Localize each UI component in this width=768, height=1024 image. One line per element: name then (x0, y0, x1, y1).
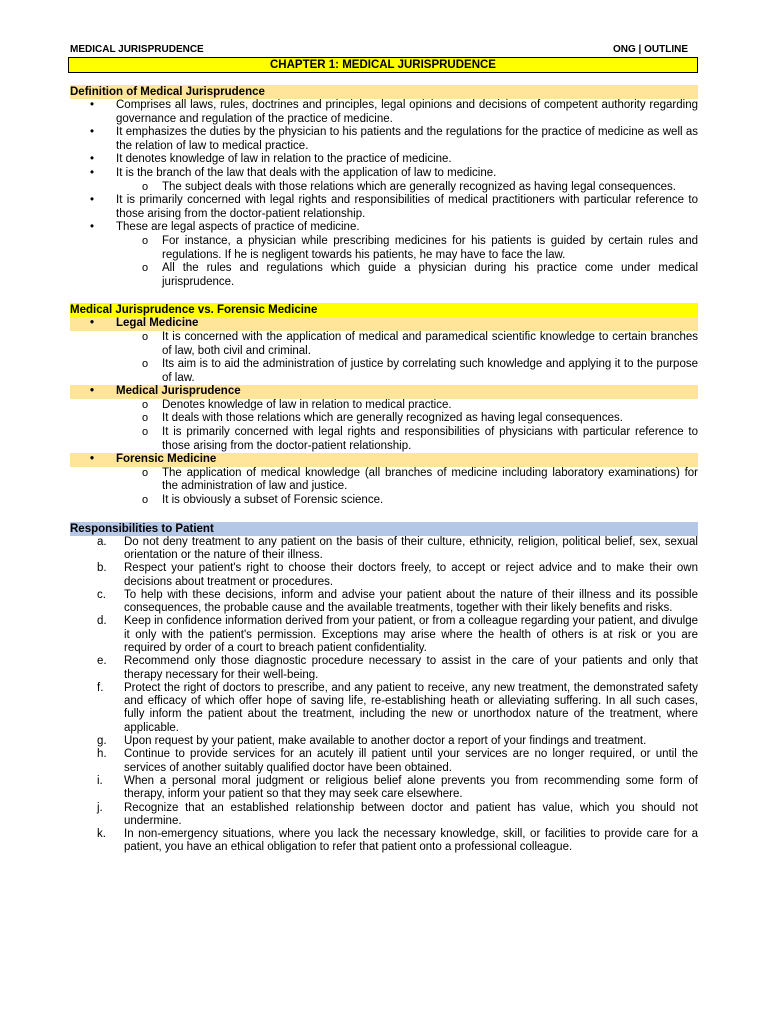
subheading-forensic-medicine: • Forensic Medicine (70, 453, 698, 467)
list-item: • It is the branch of the law that deals with the application of law to medicine. (90, 166, 497, 179)
list-item: k. In non-emergency situations, where you lack the necessary knowledge, skill, or facilities to provide care for a patient, you have an ethical obligation to refer that patient onto a professional colleague. (97, 828, 698, 854)
list-item: • It denotes knowledge of law in relation to the practice of medicine. (90, 153, 452, 166)
section-heading-responsibilities: Responsibilities to Patient (70, 522, 698, 536)
header-right: ONG | OUTLINE (612, 44, 688, 55)
sub-list-item: o For instance, a physician while prescribing medicines for his patients is guided by certain rules and regulations. If he is negligent towards his patients, he may have to face the law. (142, 234, 698, 261)
subheading-medical-jurisprudence: • Medical Jurisprudence (70, 385, 698, 399)
definition-list (70, 99, 698, 289)
list-item: j. Recognize that an established relationship between doctor and patient has value, which you should not undermine. (97, 801, 698, 827)
sub-list-item: o It is primarily concerned with legal rights and responsibilities of physicians with particular reference to those arising from the doctor-patient relationship. (142, 426, 698, 452)
subheading-legal-medicine: • Legal Medicine (70, 317, 698, 331)
list-item: c. To help with these decisions, inform and advise your patient about the nature of their illness and its possible consequences, the probable cause and the available treatments, together with their likely benefits and risks. (97, 588, 698, 615)
list-item: • These are legal aspects of practice of medicine. (90, 221, 360, 234)
sub-list-item: o Denotes knowledge of law in relation to medical practice. (142, 398, 452, 411)
header-left: MEDICAL JURISPRUDENCE (70, 44, 204, 55)
list-item: a. Do not deny treatment to any patient on the basis of their culture, ethnicity, religion, political belief, sex, sexual orientation or the nature of their illness. (97, 535, 698, 561)
sub-list-item: o Its aim is to aid the administration of justice by correlating such knowledge and applying it to the purpose of law. (142, 358, 698, 384)
document-body (70, 85, 698, 855)
section-heading-definition: Definition of Medical Jurisprudence (70, 85, 698, 99)
sub-list-item: o It is obviously a subset of Forensic science. (142, 494, 384, 507)
sub-list-item: o It is concerned with the application of medical and paramedical scientific knowledge to certain branches of law, both civil and criminal. (142, 330, 698, 357)
sub-list-item: o The subject deals with those relations which are generally recognized as having legal consequences. (142, 180, 676, 193)
list-item: d. Keep in confidence information derived from your patient, or from a colleague regarding your patient, and divulge it only with the patient's permission. Exceptions may arise where the health of others is at risk or you are required by order of a court to breach patient confidentiality. (97, 615, 698, 654)
list-item: • It emphasizes the duties by the physician to his patients and the regulations for the practice of medicine as well as the relation of law to medical practice. (90, 126, 698, 152)
responsibilities-list (70, 536, 698, 855)
list-item: g. Upon request by your patient, make available to another doctor a report of your findings and treatment. (97, 735, 647, 748)
list-item: e. Recommend only those diagnostic procedure necessary to assist in the care of your patients and only that therapy necessary for their well-being. (97, 655, 698, 681)
list-item: • It is primarily concerned with legal rights and responsibilities of medical practitioners with particular reference to those arising from the doctor-patient relationship. (90, 194, 698, 220)
chapter-title: CHAPTER 1: MEDICAL JURISPRUDENCE (68, 57, 698, 73)
list-item: h. Continue to provide services for an acutely ill patient until your services are no longer required, or until the services of another suitably qualified doctor have been obtained. (97, 748, 698, 774)
list-item: • Comprises all laws, rules, doctrines and principles, legal opinions and decisions of competent authority regarding governance and regulation of the practice of medicine. (90, 99, 698, 125)
sub-list-item: o It deals with those relations which are generally recognized as having legal consequences. (142, 412, 623, 425)
sub-list-item: o The application of medical knowledge (all branches of medicine including laboratory examinations) for the administration of law and justice. (142, 466, 698, 493)
section-heading-versus: Medical Jurisprudence vs. Forensic Medicine (70, 303, 698, 317)
list-item: b. Respect your patient's right to choose their doctors freely, to accept or reject advice and to make their own decisions about treatment or procedures. (97, 562, 698, 588)
list-item: f. Protect the right of doctors to prescribe, and any patient to receive, any new treatment, the demonstrated safety and efficacy of which offer hope of saving life, re-establishing heath or alleviating suffering. In all such cases, fully inform the patient about the treatment, including the new or unorthodox nature of the treatment, where applicable. (97, 681, 698, 734)
sub-list-item: o All the rules and regulations which guide a physician during his practice come under medical jurisprudence. (142, 262, 698, 288)
list-item: i. When a personal moral judgment or religious belief alone prevents you from recommending some form of therapy, inform your patient so that they may seek care elsewhere. (97, 774, 698, 801)
